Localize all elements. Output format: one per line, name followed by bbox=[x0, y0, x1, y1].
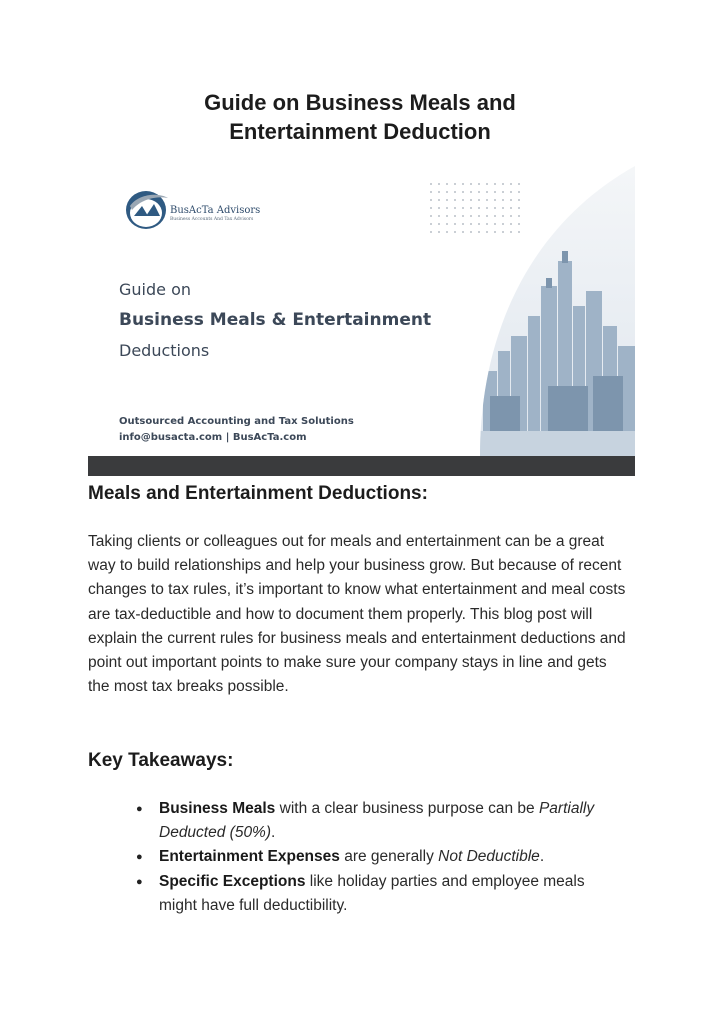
item-bold: Entertainment Expenses bbox=[159, 848, 340, 866]
list-item bbox=[136, 870, 606, 918]
page-title bbox=[0, 88, 720, 146]
takeaways-list bbox=[136, 797, 606, 918]
item-text: with a clear business purpose can be bbox=[275, 800, 539, 817]
banner-contact: info@busacta.com | BusAcTa.com bbox=[119, 432, 307, 443]
item-tail: . bbox=[271, 824, 276, 842]
item-text: are generally bbox=[339, 848, 439, 866]
banner-image bbox=[88, 166, 635, 476]
banner-bottom-bar bbox=[88, 456, 635, 476]
title-line-1: Guide on Business Meals and bbox=[204, 90, 516, 115]
list-item bbox=[136, 797, 606, 845]
logo-text bbox=[170, 205, 260, 222]
item-bold: Specific Exceptions bbox=[159, 872, 306, 890]
busacta-logo bbox=[126, 191, 168, 229]
dot-grid bbox=[430, 183, 520, 233]
heading-key-takeaways: Key Takeaways: bbox=[88, 750, 234, 771]
item-italic: Not Deductible bbox=[438, 848, 540, 866]
list-item bbox=[136, 845, 606, 869]
item-text: like holiday parties and employee meals might have full deductibility. bbox=[159, 872, 585, 914]
title-line-2: Entertainment Deduction bbox=[229, 119, 491, 144]
banner-line-2: Business Meals & Entertainment bbox=[119, 310, 432, 330]
item-italic: Partially Deducted (50%) bbox=[159, 800, 595, 842]
item-tail: . bbox=[539, 848, 545, 866]
banner-subtitle: Outsourced Accounting and Tax Solutions bbox=[119, 416, 354, 427]
heading-meals-deductions: Meals and Entertainment Deductions: bbox=[88, 483, 428, 504]
banner-line-3: Deductions bbox=[119, 341, 210, 360]
logo-name: BusAcTa Advisors bbox=[170, 205, 261, 216]
banner-line-1: Guide on bbox=[119, 280, 191, 299]
city-skyline bbox=[468, 166, 635, 456]
item-bold: Business Meals bbox=[159, 800, 276, 817]
logo-tagline: Business Accounts And Tax Advisors bbox=[170, 217, 254, 222]
intro-paragraph: Taking clients or colleagues out for meals and entertainment can be a great way to build relationships and help your business grow. But because of recent changes to tax rules, it’s important to know what entertainment and meal costs are tax-deductible and how to document them properly. This blog post will explain the current rules for business meals and entertainment deductions and point out important points to make sure your company stays in line and gets the most tax breaks possible. bbox=[88, 533, 626, 696]
